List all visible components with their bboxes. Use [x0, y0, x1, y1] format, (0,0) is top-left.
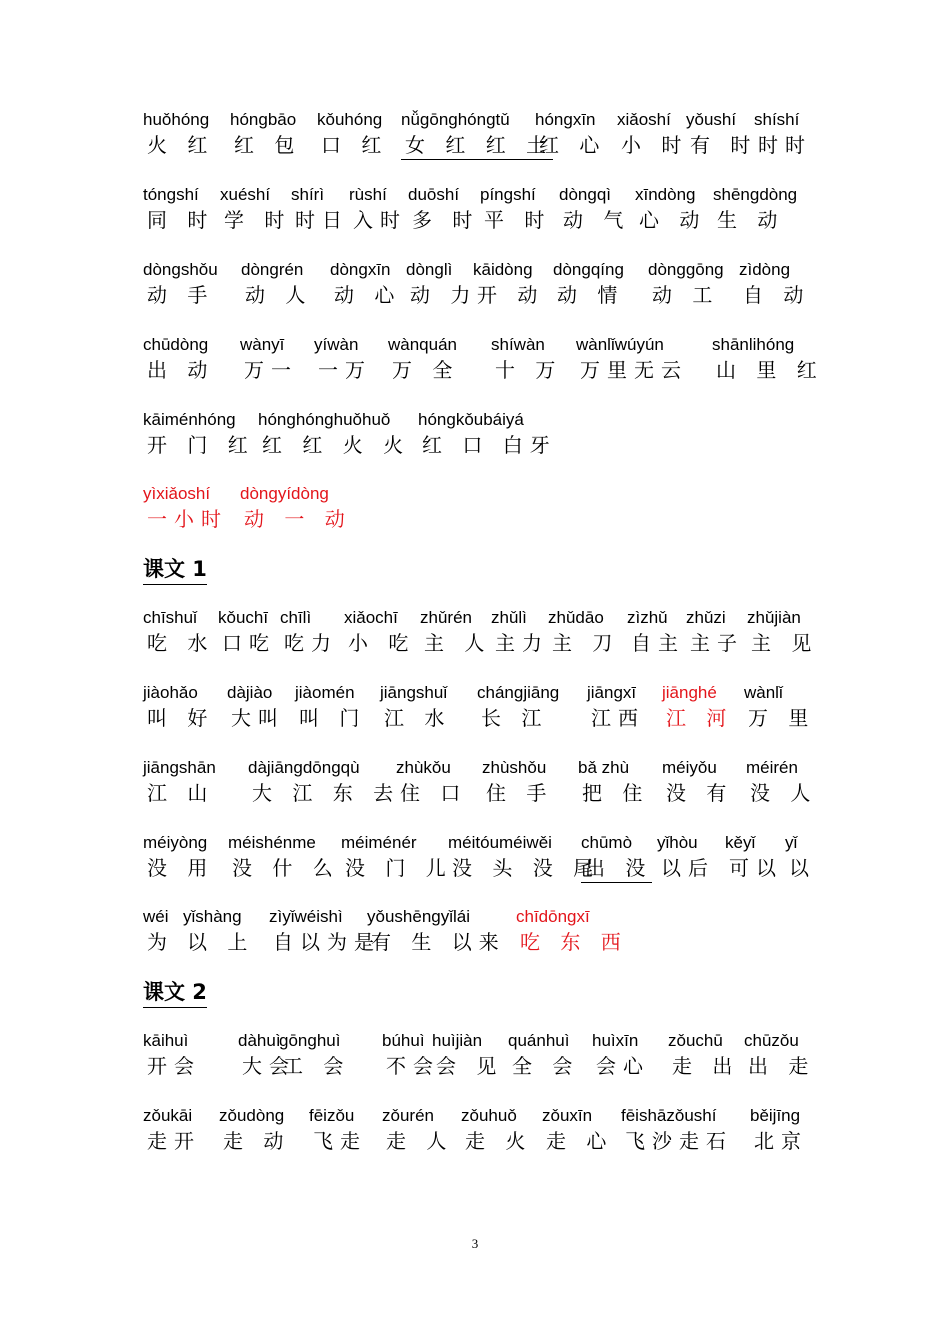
vocab-word	[480, 185, 551, 233]
pinyin-text: wànquán	[388, 335, 458, 354]
vocab-word	[592, 1031, 650, 1079]
vocab-word	[143, 1031, 201, 1079]
hanzi-text: 万里无云	[580, 358, 688, 382]
hanzi-text: 开 门 红	[147, 433, 255, 457]
hanzi-text: 主 人	[424, 631, 492, 655]
pinyin-text: hónghónghuǒhuǒ	[258, 410, 391, 429]
hanzi-text: 动 心	[334, 283, 402, 307]
hanzi-text: 动 工	[652, 283, 720, 307]
hanzi-text: 动 人	[245, 283, 313, 307]
hanzi-text: 红 心	[539, 133, 607, 157]
vocab-word	[280, 608, 338, 656]
pinyin-text: hóngxīn	[535, 110, 596, 129]
pinyin-text: kāihuì	[143, 1031, 189, 1050]
vocab-word	[432, 1031, 503, 1079]
pinyin-text: méiyǒu	[662, 758, 717, 777]
hanzi-text: 住 手	[486, 781, 554, 805]
pinyin-text: wéi	[143, 907, 169, 926]
pinyin-text: kāidòng	[473, 260, 533, 279]
hanzi-text: 口吃	[222, 631, 276, 655]
pinyin-text: zhùshǒu	[482, 758, 547, 777]
pinyin-text: zǒudòng	[219, 1106, 285, 1125]
hanzi-text: 吃力	[284, 631, 338, 655]
hanzi-text: 红 口 白牙	[422, 433, 557, 457]
vocab-word	[143, 833, 214, 881]
hanzi-text: 大会	[242, 1054, 296, 1078]
vocab-word	[143, 185, 214, 233]
pinyin-text: píngshí	[480, 185, 536, 204]
hanzi-text: 主子	[690, 631, 744, 655]
vocab-word	[516, 907, 628, 955]
pinyin-text: fēizǒu	[309, 1106, 355, 1125]
pinyin-text: hóngbāo	[230, 110, 297, 129]
vocab-word	[587, 683, 645, 731]
hanzi-text: 动 手	[147, 283, 215, 307]
pinyin-text: méitóuméiwěi	[448, 833, 552, 852]
vocab-word	[388, 335, 459, 383]
pinyin-text: méishénme	[228, 833, 316, 852]
pinyin-text: huìxīn	[592, 1031, 639, 1050]
vocab-word	[635, 185, 706, 233]
vocab-word	[686, 608, 744, 656]
lesson-heading: 课文 1	[143, 556, 207, 585]
hanzi-text: 飞沙走石	[625, 1129, 733, 1153]
vocab-word	[461, 1106, 532, 1154]
pinyin-text: dòngqíng	[553, 260, 624, 279]
vocab-word	[686, 110, 757, 158]
vocab-word	[491, 335, 562, 383]
pinyin-text: yíwàn	[314, 335, 359, 354]
vocab-word	[744, 683, 815, 731]
vocab-word	[448, 833, 600, 881]
pinyin-text: dònggōng	[648, 260, 724, 279]
hanzi-text: 同 时	[147, 208, 215, 232]
hanzi-text: 出 走	[748, 1054, 816, 1078]
vocab-word	[367, 907, 506, 955]
hanzi-text: 吃 水	[147, 631, 215, 655]
pinyin-text: zhùkǒu	[396, 758, 451, 777]
vocab-word	[396, 758, 467, 806]
pinyin-text: búhuì	[382, 1031, 425, 1050]
pinyin-text: yǐhòu	[657, 833, 698, 852]
hanzi-text: 出 没	[581, 855, 652, 883]
vocab-word	[240, 335, 298, 383]
hanzi-text: 以后	[661, 856, 715, 880]
hanzi-text: 学 时	[224, 208, 292, 232]
vocab-row	[143, 1031, 816, 1087]
vocab-word	[269, 907, 381, 955]
vocab-row	[143, 410, 813, 466]
vocab-word	[662, 683, 733, 731]
pinyin-text: huǒhóng	[143, 110, 210, 129]
pinyin-text: xiǎoshí	[617, 110, 671, 129]
hanzi-text: 叫 好	[147, 706, 215, 730]
vocab-word	[754, 110, 812, 158]
vocab-word	[341, 833, 453, 881]
pinyin-text: zhǔrén	[420, 608, 472, 627]
hanzi-text: 动 气	[563, 208, 631, 232]
hanzi-text: 没 有	[666, 781, 734, 805]
vocab-word	[143, 907, 174, 955]
pinyin-text: kěyǐ	[725, 833, 756, 852]
hanzi-text: 时日	[295, 208, 349, 232]
pinyin-text: kǒuchī	[218, 608, 269, 627]
hanzi-text: 大 江 东 去	[252, 781, 401, 805]
vocab-word	[143, 260, 218, 308]
vocab-word	[747, 608, 818, 656]
vocab-word	[713, 185, 797, 233]
pinyin-text: fēishāzǒushí	[621, 1106, 717, 1125]
hanzi-text: 以 上	[187, 930, 255, 954]
pinyin-text: zhǔzi	[686, 608, 726, 627]
hanzi-text: 主 见	[751, 631, 819, 655]
hanzi-text: 主力	[495, 631, 549, 655]
pinyin-text: shíwàn	[491, 335, 545, 354]
vocab-word	[621, 1106, 733, 1154]
hanzi-text: 万 全	[392, 358, 460, 382]
hanzi-text: 女 红 红 土	[401, 132, 553, 160]
pinyin-text: huìjiàn	[432, 1031, 483, 1050]
vocab-row	[143, 833, 816, 889]
pinyin-text: jiàomén	[295, 683, 355, 702]
pinyin-text: dònglì	[406, 260, 453, 279]
hanzi-text: 一小时	[147, 507, 228, 531]
hanzi-text: 北京	[754, 1129, 808, 1153]
hanzi-text: 红 包	[234, 133, 302, 157]
vocab-word	[143, 1106, 201, 1154]
pinyin-text: chángjiāng	[477, 683, 560, 702]
vocab-word	[473, 260, 544, 308]
pinyin-text: duōshí	[408, 185, 460, 204]
pinyin-text: méiyòng	[143, 833, 208, 852]
hanzi-text: 出 动	[147, 358, 215, 382]
pinyin-text: kǒuhóng	[317, 110, 383, 129]
pinyin-text: zǒuchū	[668, 1031, 723, 1050]
pinyin-text: zìzhǔ	[627, 608, 668, 627]
pinyin-text: xuéshí	[220, 185, 271, 204]
hanzi-text: 多 时	[412, 208, 480, 232]
vocab-word	[295, 683, 366, 731]
hanzi-text: 走 出	[672, 1054, 740, 1078]
vocab-word	[317, 110, 388, 158]
vocab-word	[349, 185, 407, 233]
pinyin-text: shēngdòng	[713, 185, 798, 204]
pinyin-text: tóngshí	[143, 185, 199, 204]
hanzi-text: 时时	[758, 133, 812, 157]
hanzi-text: 长 江	[481, 706, 549, 730]
pinyin-text: chīshuǐ	[143, 608, 197, 627]
vocab-word	[576, 335, 688, 383]
hanzi-text: 走开	[147, 1129, 201, 1153]
hanzi-text: 工 会	[283, 1054, 351, 1078]
hanzi-text: 万 里	[748, 706, 816, 730]
vocab-word	[553, 260, 624, 308]
pinyin-text: xīndòng	[635, 185, 696, 204]
hanzi-text: 为	[147, 930, 174, 954]
vocab-word	[491, 608, 549, 656]
hanzi-text: 口 红	[321, 133, 389, 157]
pinyin-text: chīdōngxī	[516, 907, 590, 926]
vocab-word	[581, 833, 652, 883]
hanzi-text: 把 住	[582, 781, 650, 805]
pinyin-text: dàhuì	[238, 1031, 281, 1050]
pinyin-text: xiǎochī	[344, 608, 398, 627]
pinyin-text: yǐ	[785, 833, 798, 852]
vocab-word	[406, 260, 477, 308]
vocab-word	[143, 608, 214, 656]
hanzi-text: 飞走	[313, 1129, 367, 1153]
vocab-word	[420, 608, 491, 656]
hanzi-text: 有 生 以来	[371, 930, 506, 954]
vocab-word	[143, 484, 228, 532]
hanzi-text: 可以	[729, 856, 783, 880]
hanzi-text: 山 里 红	[716, 358, 824, 382]
vocab-row	[143, 335, 824, 391]
hanzi-text: 入时	[353, 208, 407, 232]
hanzi-text: 叫 门	[299, 706, 367, 730]
hanzi-text: 没 用	[147, 856, 215, 880]
pinyin-text: bǎ zhù	[578, 758, 630, 777]
pinyin-text: zìdòng	[739, 260, 791, 279]
vocab-word	[309, 1106, 367, 1154]
hanzi-text: 生 动	[717, 208, 785, 232]
vocab-word	[291, 185, 349, 233]
hanzi-text: 小 时	[621, 133, 689, 157]
vocab-word	[508, 1031, 579, 1079]
hanzi-text: 会心	[596, 1054, 650, 1078]
vocab-row	[143, 484, 813, 540]
pinyin-text: rùshí	[349, 185, 387, 204]
pinyin-text: dòngqì	[559, 185, 611, 204]
pinyin-text: yǒushēngyǐlái	[367, 907, 471, 926]
vocab-word	[258, 410, 410, 458]
vocab-word	[330, 260, 401, 308]
pinyin-text: chūmò	[581, 833, 633, 852]
pinyin-text: zǒuxīn	[542, 1106, 593, 1125]
hanzi-text: 大叫	[231, 706, 285, 730]
pinyin-text: méiménér	[341, 833, 417, 852]
vocab-word	[279, 1031, 350, 1079]
vocab-word	[725, 833, 783, 881]
hanzi-text: 开会	[147, 1054, 201, 1078]
vocab-word	[408, 185, 479, 233]
vocab-word	[248, 758, 400, 806]
hanzi-text: 没 什 么	[232, 856, 340, 880]
vocab-word	[657, 833, 715, 881]
hanzi-text: 不会	[386, 1054, 440, 1078]
hanzi-text: 小 吃	[348, 631, 416, 655]
vocab-word	[143, 110, 214, 158]
pinyin-text: yǒushí	[686, 110, 737, 129]
hanzi-text: 走 心	[546, 1129, 614, 1153]
pinyin-text: hóngkǒubáiyá	[418, 410, 524, 429]
pinyin-text: zhǔjiàn	[747, 608, 801, 627]
vocab-word	[240, 484, 352, 532]
vocab-row	[143, 758, 818, 814]
vocab-word	[218, 608, 276, 656]
vocab-row	[143, 185, 813, 241]
vocab-word	[143, 683, 214, 731]
vocab-word	[228, 833, 340, 881]
vocab-word	[143, 410, 255, 458]
vocab-word	[382, 1106, 453, 1154]
pinyin-text: dàjiāngdōngqù	[248, 758, 360, 777]
hanzi-text: 走 火	[465, 1129, 533, 1153]
pinyin-text: zǒuhuǒ	[461, 1106, 517, 1125]
pinyin-text: yǐshàng	[183, 907, 242, 926]
pinyin-text: zhǔdāo	[548, 608, 604, 627]
hanzi-text: 没 头 没 尾	[452, 856, 601, 880]
hanzi-text: 自主	[631, 631, 685, 655]
vocab-word	[617, 110, 688, 158]
pinyin-text: dàjiào	[227, 683, 273, 702]
vocab-row	[143, 1106, 813, 1162]
vocab-word	[220, 185, 291, 233]
pinyin-text: dòngxīn	[330, 260, 391, 279]
pinyin-text: shíshí	[754, 110, 800, 129]
hanzi-text: 万一	[244, 358, 298, 382]
hanzi-text: 开 动	[477, 283, 545, 307]
hanzi-text: 以	[789, 856, 816, 880]
pinyin-text: jiāngxī	[587, 683, 637, 702]
pinyin-text: shírì	[291, 185, 325, 204]
pinyin-text: jiāngshuǐ	[380, 683, 448, 702]
hanzi-text: 心 动	[639, 208, 707, 232]
vocab-row	[143, 260, 813, 316]
pinyin-text: běijīng	[750, 1106, 801, 1125]
hanzi-text: 动 一 动	[244, 507, 352, 531]
vocab-row	[143, 683, 816, 739]
hanzi-text: 住 口	[400, 781, 468, 805]
hanzi-text: 平 时	[484, 208, 552, 232]
vocab-word	[744, 1031, 815, 1079]
hanzi-text: 江西	[591, 706, 645, 730]
vocab-word	[477, 683, 559, 731]
vocab-word	[739, 260, 810, 308]
hanzi-text: 十 万	[495, 358, 563, 382]
hanzi-text: 没 门 儿	[345, 856, 453, 880]
pinyin-text: chūdòng	[143, 335, 209, 354]
hanzi-text: 走 人	[386, 1129, 454, 1153]
vocab-word	[241, 260, 312, 308]
vocab-word	[227, 683, 285, 731]
pinyin-text: zǒukāi	[143, 1106, 193, 1125]
vocab-word	[559, 185, 630, 233]
hanzi-text: 全 会	[512, 1054, 580, 1078]
lesson-heading: 课文 2	[143, 979, 207, 1008]
vocab-word	[627, 608, 685, 656]
pinyin-text: gōnghuì	[279, 1031, 341, 1050]
vocab-word	[344, 608, 415, 656]
hanzi-text: 红 红 火 火	[262, 433, 411, 457]
pinyin-text: chīlì	[280, 608, 312, 627]
vocab-word	[750, 1106, 808, 1154]
pinyin-text: chūzǒu	[744, 1031, 799, 1050]
pinyin-text: yìxiǎoshí	[143, 484, 211, 503]
hanzi-text: 火 红	[147, 133, 215, 157]
pinyin-text: zǒurén	[382, 1106, 434, 1125]
vocab-word	[648, 260, 724, 308]
pinyin-text: dòngshǒu	[143, 260, 218, 279]
pinyin-text: jiāngshān	[143, 758, 216, 777]
hanzi-text: 动 力	[410, 283, 478, 307]
pinyin-text: zhǔlì	[491, 608, 527, 627]
pinyin-text: méirén	[746, 758, 798, 777]
vocab-word	[143, 758, 216, 806]
hanzi-text: 主 刀	[552, 631, 620, 655]
hanzi-text: 自以为是	[273, 930, 381, 954]
pinyin-text: kāiménhóng	[143, 410, 236, 429]
vocab-word	[143, 335, 214, 383]
pinyin-text: wànlǐwúyún	[576, 335, 664, 354]
vocab-row	[143, 608, 819, 664]
vocab-word	[482, 758, 553, 806]
pinyin-text: dòngrén	[241, 260, 304, 279]
hanzi-text: 江 河	[666, 706, 734, 730]
hanzi-text: 动 情	[557, 283, 625, 307]
vocab-word	[401, 110, 553, 160]
hanzi-text: 走 动	[223, 1129, 291, 1153]
vocab-word	[230, 110, 301, 158]
vocab-word	[785, 833, 816, 881]
pinyin-text: quánhuì	[508, 1031, 570, 1050]
hanzi-text: 有 时	[690, 133, 758, 157]
hanzi-text: 一万	[318, 358, 372, 382]
vocab-word	[712, 335, 824, 383]
vocab-word	[578, 758, 649, 806]
vocab-word	[314, 335, 372, 383]
hanzi-text: 江 山	[147, 781, 215, 805]
pinyin-text: wànyī	[240, 335, 285, 354]
hanzi-text: 会 见	[436, 1054, 504, 1078]
hanzi-text: 自 动	[743, 283, 811, 307]
vocab-word	[380, 683, 451, 731]
vocab-row	[143, 110, 813, 166]
pinyin-text: jiàohǎo	[143, 683, 198, 702]
pinyin-text: wànlǐ	[744, 683, 783, 702]
pinyin-text: zìyǐwéishì	[269, 907, 343, 926]
hanzi-text: 没 人	[750, 781, 818, 805]
vocab-word	[183, 907, 254, 955]
vocab-word	[662, 758, 733, 806]
page-number: 3	[471, 1236, 479, 1251]
vocab-word	[535, 110, 606, 158]
hanzi-text: 江 水	[384, 706, 452, 730]
hanzi-text: 吃 东 西	[520, 930, 628, 954]
pinyin-text: nǚgōnghóngtǔ	[401, 110, 510, 129]
pinyin-text: jiānghé	[662, 683, 717, 702]
vocab-word	[219, 1106, 290, 1154]
vocab-word	[418, 410, 557, 458]
pinyin-text: dòngyídòng	[240, 484, 329, 503]
vocab-word	[668, 1031, 739, 1079]
pinyin-text: shānlihóng	[712, 335, 795, 354]
vocab-word	[548, 608, 619, 656]
vocab-row	[143, 907, 813, 963]
vocab-word	[746, 758, 817, 806]
vocab-word	[542, 1106, 613, 1154]
